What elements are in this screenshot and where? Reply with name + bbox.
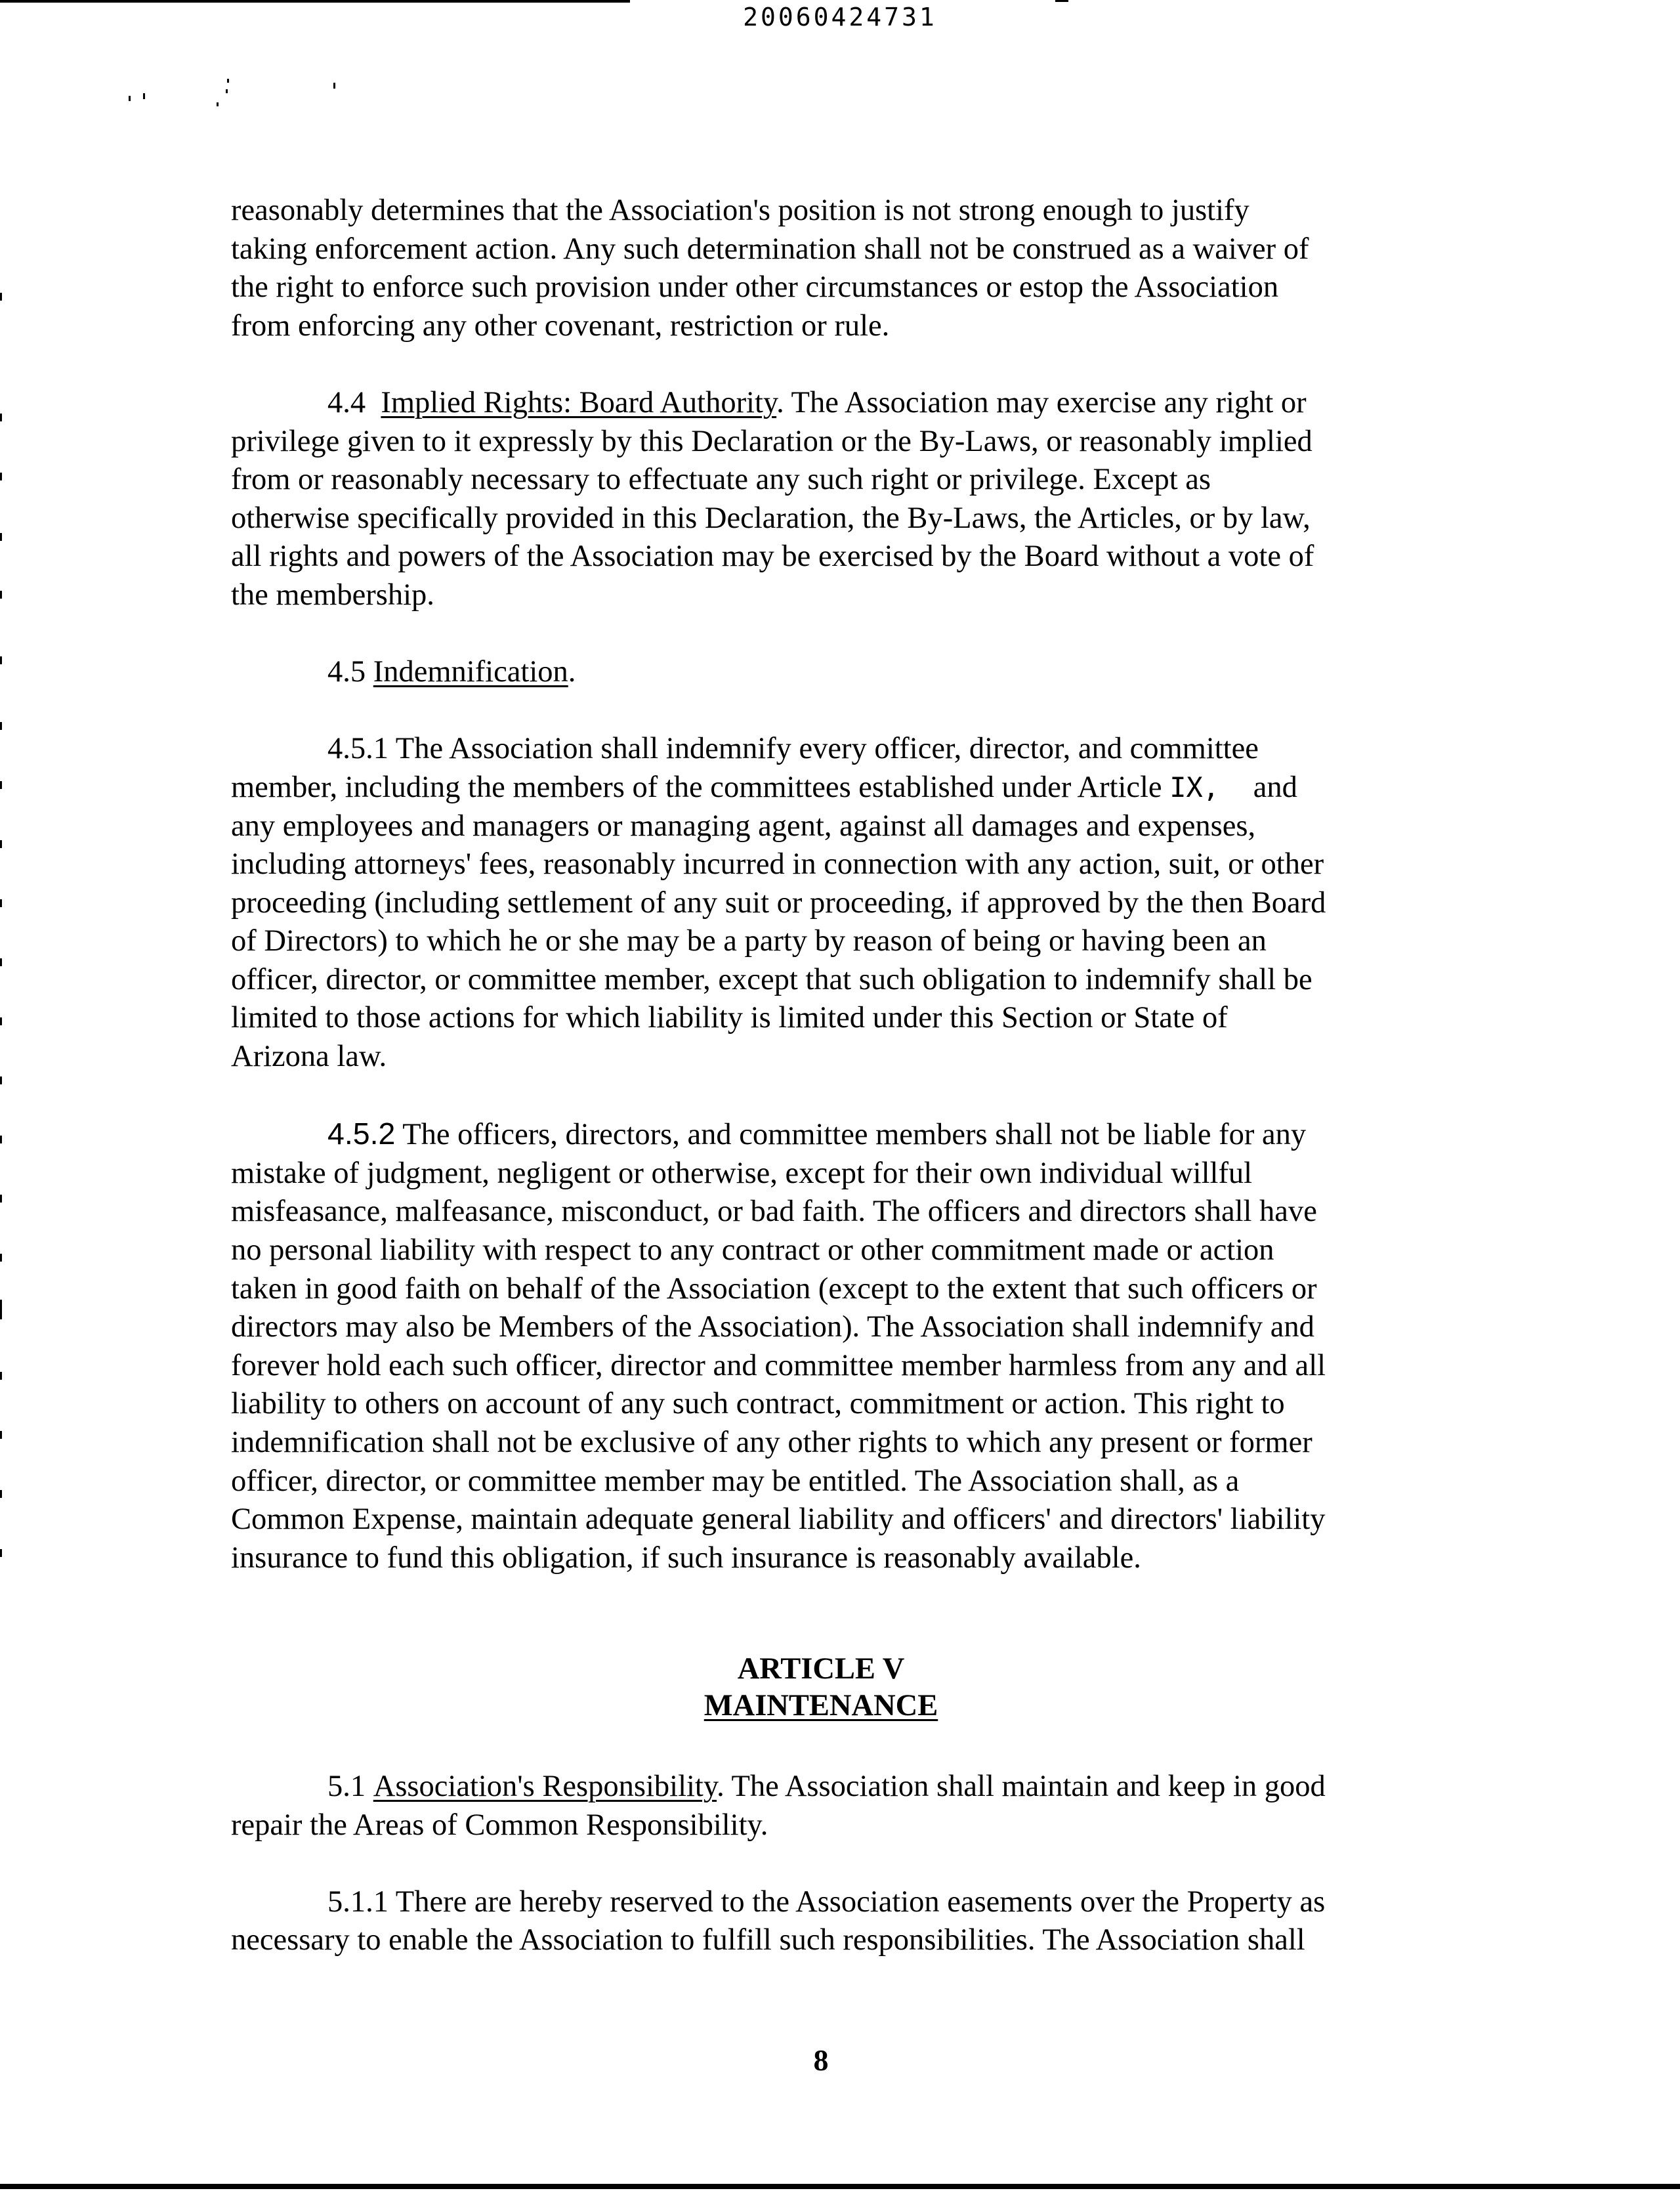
text-line: privilege given to it expressly by this Declaration or the By-Laws, or reasonably implied	[231, 424, 1312, 458]
text-line	[231, 1115, 1412, 1155]
text-line: liability to others on account of any such contract, commitment or action. This right to	[231, 1387, 1285, 1421]
margin-tick	[0, 958, 2, 966]
text-line: misfeasance, malfeasance, misconduct, or bad faith. The officers and directors shall have	[231, 1195, 1317, 1229]
scan-speck	[333, 83, 335, 89]
text-line	[231, 653, 1412, 692]
article-title: MAINTENANCE	[704, 1689, 938, 1722]
text-line: forever hold each such officer, director and committee member harmless from any and all	[231, 1348, 1326, 1382]
margin-tick	[0, 1431, 2, 1439]
article-heading	[0, 1651, 1642, 1724]
text-line	[231, 730, 1412, 769]
text-line	[231, 769, 1412, 807]
text-line: directors may also be Members of the Association). The Association shall indemnify and	[231, 1310, 1314, 1344]
section-heading: Implied Rights: Board Authority	[381, 385, 777, 419]
text-line	[231, 1883, 1412, 1922]
text-line: necessary to enable the Association to fulfill such responsibilities. The Association shall	[231, 1923, 1305, 1957]
paragraph-continuation	[231, 192, 1412, 345]
text-fragment: The officers, directors, and committee members shall not be liable for any	[395, 1118, 1307, 1152]
scan-speck	[143, 93, 145, 99]
margin-tick	[0, 1490, 2, 1498]
margin-tick	[0, 1076, 2, 1084]
text-line: Common Expense, maintain adequate general liability and officers' and directors' liability	[231, 1502, 1326, 1537]
text-line: officer, director, or committee member, except that such obligation to indemnify shall be	[231, 962, 1312, 996]
section-number: 4.4	[327, 385, 366, 419]
text-line: repair the Areas of Common Responsibility.	[231, 1808, 768, 1842]
scan-speck	[227, 79, 229, 83]
text-line: officer, director, or committee member may be entitled. The Association shall, as a	[231, 1464, 1240, 1498]
body-text	[231, 192, 1412, 1616]
section-5-1-1	[231, 1883, 1412, 1960]
section-number: 4.5	[327, 655, 366, 689]
text-line: from enforcing any other covenant, restriction or rule.	[231, 309, 890, 343]
text-line: the membership.	[231, 578, 434, 612]
text-line: any employees and managers or managing agent, against all damages and expenses,	[231, 809, 1256, 843]
bottom-scan-rule	[0, 2184, 1680, 2189]
margin-tick	[0, 781, 2, 789]
text-line: proceeding (including settlement of any suit or proceeding, if approved by the then Board	[231, 885, 1326, 920]
text-line: indemnification shall not be exclusive of any other rights to which any present or former	[231, 1426, 1312, 1459]
margin-tick	[0, 1372, 2, 1380]
document-number: 20060424731	[743, 3, 937, 32]
margin-tick	[0, 1136, 2, 1143]
article-reference: IX,	[1169, 771, 1220, 803]
margin-tick	[0, 840, 2, 848]
margin-tick	[0, 899, 2, 907]
text-line: all rights and powers of the Association may be exercised by the Board without a vote of	[231, 540, 1314, 574]
margin-tick	[0, 1549, 2, 1557]
text-fragment: 4.5.1 The Association shall indemnify every officer, director, and committee	[327, 732, 1259, 766]
margin-tick	[0, 533, 2, 541]
text-fragment: . The Association shall maintain and keep in good	[717, 1770, 1326, 1803]
text-fragment: and	[1246, 770, 1297, 804]
text-line	[231, 384, 1412, 423]
scan-speck	[217, 102, 219, 106]
top-scan-rule-fragment	[1055, 0, 1068, 2]
margin-tick	[0, 473, 2, 480]
section-heading: Association's Responsibility	[373, 1770, 717, 1803]
text-line: taken in good faith on behalf of the Association (except to the extent that such officers or	[231, 1271, 1317, 1306]
section-number: 4.5.2	[327, 1117, 396, 1151]
section-4-5-2	[231, 1115, 1412, 1577]
text-line	[231, 1768, 1412, 1806]
text-line: including attorneys' fees, reasonably incurred in connection with any action, suit, or other	[231, 847, 1324, 882]
section-4-5-1	[231, 730, 1412, 1076]
margin-tick	[0, 414, 2, 421]
text-fragment: 5.1.1 There are hereby reserved to the Association easements over the Property as	[327, 1885, 1326, 1919]
scan-speck	[129, 96, 131, 101]
text-fragment: . The Association may exercise any right or	[776, 385, 1307, 419]
section-heading: Indemnification	[373, 655, 568, 689]
article-label: ARTICLE V	[737, 1652, 905, 1686]
margin-tick	[0, 293, 2, 301]
body-text-continued	[231, 1768, 1412, 1999]
margin-tick	[0, 722, 2, 730]
section-4-4	[231, 384, 1412, 615]
text-line: from or reasonably necessary to effectuate any such right or privilege. Except as	[231, 463, 1211, 497]
section-number: 5.1	[327, 1770, 366, 1803]
text-fragment: member, including the members of the committees established under Article	[231, 770, 1170, 804]
margin-tick	[0, 591, 2, 599]
text-line: reasonably determines that the Association's position is not strong enough to justify	[231, 194, 1250, 227]
margin-tick	[0, 656, 2, 664]
section-5-1	[231, 1768, 1412, 1844]
text-fragment: .	[568, 655, 576, 689]
text-line: of Directors) to which he or she may be a party by reason of being or having been an	[231, 924, 1267, 958]
text-line: Arizona law.	[231, 1040, 387, 1074]
scan-speck	[226, 89, 228, 93]
text-line: limited to those actions for which liability is limited under this Section or State of	[231, 1001, 1228, 1035]
text-line: no personal liability with respect to any contract or other commitment made or action	[231, 1233, 1274, 1268]
section-4-5	[231, 653, 1412, 692]
margin-tick	[0, 1254, 2, 1262]
text-line: the right to enforce such provision under other circumstances or estop the Association	[231, 270, 1279, 305]
margin-tick	[0, 1017, 2, 1025]
margin-tick	[0, 1195, 2, 1203]
margin-tick	[0, 1300, 2, 1319]
page-number: 8	[813, 2043, 829, 2077]
text-line: taking enforcement action. Any such determination shall not be construed as a waiver of	[231, 232, 1309, 266]
text-line: insurance to fund this obligation, if such insurance is reasonably available.	[231, 1541, 1141, 1575]
text-line: mistake of judgment, negligent or otherwise, except for their own individual willful	[231, 1156, 1253, 1190]
text-line: otherwise specifically provided in this Declaration, the By-Laws, the Articles, or by law,	[231, 501, 1311, 535]
